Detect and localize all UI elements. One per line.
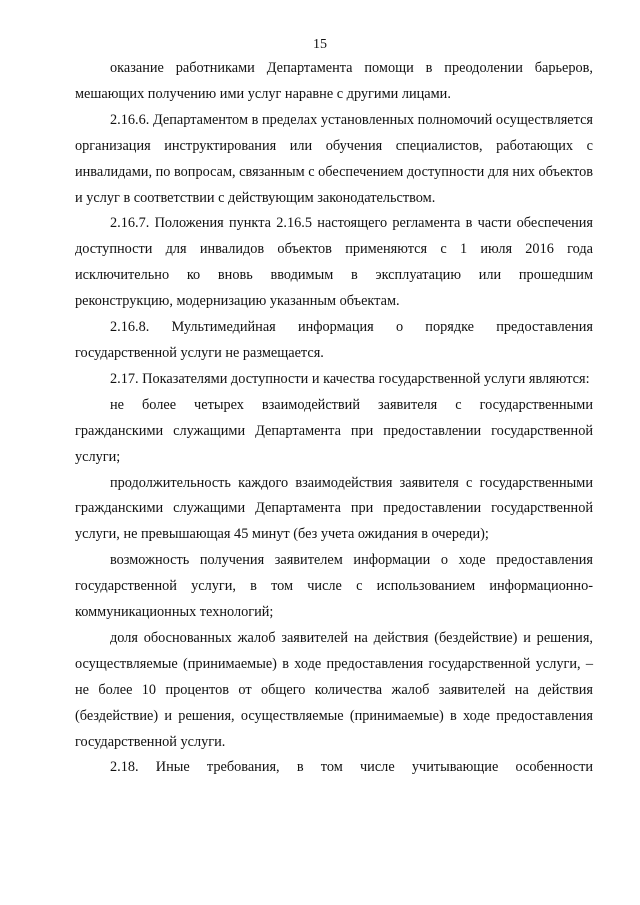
paragraph-2-18: 2.18. Иные требования, в том числе учитывающие особенности	[110, 759, 593, 776]
document-body	[75, 56, 593, 781]
paragraph-2-17: 2.17. Показателями доступности и качества государственной услуги являются:	[110, 370, 590, 387]
paragraph-2-16-7: 2.16.7. Положения пункта 2.16.5 настоящего регламента в части обеспечения доступности для инвалидов объектов применяются с 1 июля 2016 года исключительно ко вновь вводимым в эксплуатацию или прошедшим реконструкцию, модернизацию указанным объектам.	[75, 215, 593, 310]
paragraph-barrier-assistance: оказание работниками Департамента помощи в преодолении барьеров, мешающих получению ими услуг наравне с другими лицами.	[75, 60, 593, 102]
page-number: 15	[313, 37, 327, 52]
paragraph-interaction-duration: продолжительность каждого взаимодействия заявителя с государственными гражданскими служащими Департамента при предоставлении государственной услуги, не превышающая 45 минут (без учета ожидания в очереди);	[75, 474, 593, 543]
paragraph-2-16-6: 2.16.6. Департаментом в пределах установленных полномочий осуществляется организация инструктирования или обучения специалистов, работающих с инвалидами, по вопросам, связанным с обеспечением доступности для них объектов и услуг в соответствии с действующим законодательством.	[75, 111, 593, 206]
paragraph-2-16-8: 2.16.8. Мультимедийная информация о порядке предоставления государственной услуги не размещается.	[75, 319, 593, 361]
paragraph-complaints-share: доля обоснованных жалоб заявителей на действия (бездействие) и решения, осуществляемые (принимаемые) в ходе предоставления государственной услуги, – не более 10 процентов от общего количества жалоб заявителей на действия (бездействие) и решения, осуществляемые (принимаемые) в ходе предоставления государственной услуги.	[75, 629, 593, 750]
paragraph-interactions-count: не более четырех взаимодействий заявителя с государственными гражданскими служащими Департамента при предоставлении государственной услуги;	[75, 396, 593, 465]
paragraph-progress-info: возможность получения заявителем информации о ходе предоставления государственной услуги, в том числе с использованием информационно-коммуникационных технологий;	[75, 552, 593, 621]
